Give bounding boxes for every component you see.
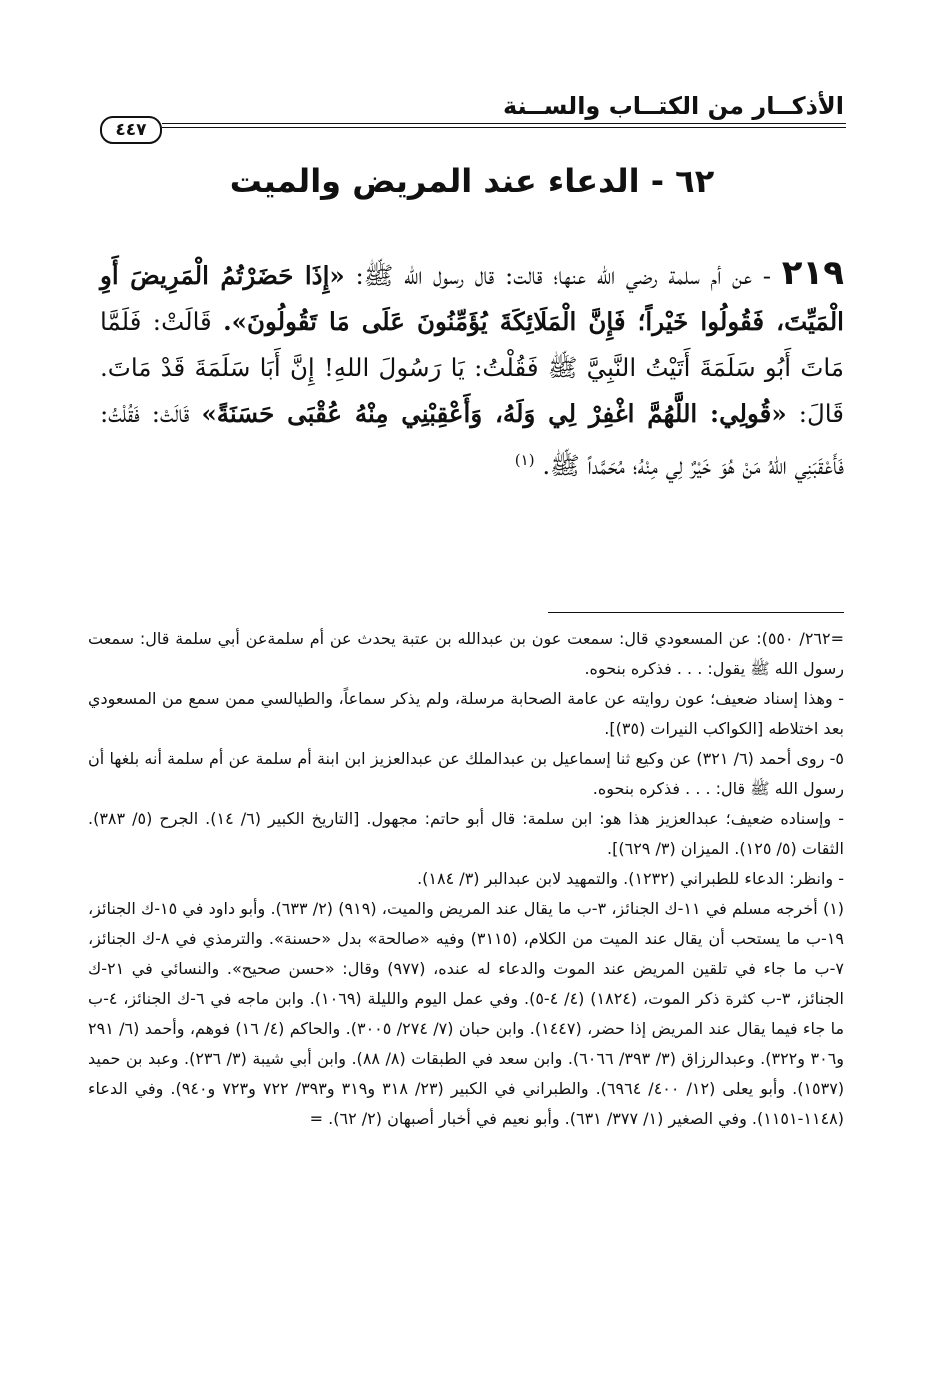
header-rule — [162, 123, 846, 128]
footnote-continued-paragraph: - وانظر: الدعاء للطبراني (١٢٣٢). والتمهيد لابن عبدالبر (٣/ ١٨٤). — [417, 869, 844, 888]
footnote-continued-paragraph: ٥- روى أحمد (٦/ ٣٢١) عن وكيع ثنا إسماعيل بن عبدالملك عن عبدالعزيز ابن ابنة أم سلمة عن أم سلمة أنه بلغها أن رسول الله ﷺ قال: . . . فذكره بنحوه. — [88, 749, 845, 798]
footnote-marker: (١) — [514, 451, 535, 469]
footnote-continued-paragraph: - وإسناده ضعيف؛ عبدالعزيز هذا هو: ابن سلمة: قال أبو حاتم: مجهول. [التاريخ الكبير (٦/ ١٤). الجرح (٥/ ٣٨٣). الثقات (٥/ ١٢٥). الميزان (٣/ ٦٢٩)]. — [88, 809, 844, 858]
hadith-intro: - عن أم سلمة رضي الله عنها؛ قالت: قال رسول الله ﷺ: — [355, 261, 772, 290]
hadith-text — [100, 250, 844, 489]
footnote-continued-paragraph: =٢٦٢/ ٥٥٠): عن المسعودي قال: سمعت عون بن عبدالله بن عتبة يحدث عن أم سلمةعن أبي سلمة قال: سمعت رسول الله ﷺ يقول: . . . فذكره بنحوه. — [88, 629, 844, 678]
footnote-takhrij: (١) أخرجه مسلم في ١١-ك الجنائز، ٣-ب ما يقال عند المريض والميت، (٩١٩) (٢/ ٦٣٣). وأبو داود في ١٥-ك الجنائز، ١٩-ب ما يستحب أن يقال عند الميت من الكلام، (٣١١٥) وفيه «صالحة» بدل «حسنة». والترمذي في ٨-ك الجنائز، ٧-ب ما جاء في تلقين المريض عند الموت والدعاء له عنده، (٩٧٧) وقال: «حسن صحيح». والنسائي في ٢١-ك الجنائز، ٣-ب كثرة ذكر الموت، (١٨٢٤) (٤/ ٤-٥). وفي عمل اليوم والليلة (١٠٦٩). وابن ماجه في ٦-ك الجنائز، ٤-ب ما جاء فيما يقال عند المريض إذا حضر، (١٤٤٧). وابن حبان (٧/ ٢٧٤/ ٣٠٠٥). والحاكم (٤/ ١٦) فوهم، وأحمد (٦/ ٢٩١ و٣٠٦ و٣٢٢). وعبدالرزاق (٣/ ٣٩٣/ ٦٠٦٦). وابن سعد في الطبقات (٨/ ٨٨). وابن أبي شيبة (٣/ ٢٣٦). وعبد بن حميد (١٥٣٧). وأبو يعلى (١٢/ ٤٠٠/ ٦٩٦٤). والطبراني في الكبير (٢٣/ ٣١٨ و٣١٩ و٣٩٣/ ٧٢٢ و٧٢٣ و٩٤٠). وفي الدعاء (١١٤٨-١١٥١). وفي الصغير (١/ ٣٧٧/ ٦٣١). وأبو نعيم في أخبار أصبهان (٢/ ٦٢). = — [88, 899, 845, 1128]
footnotes — [88, 624, 844, 1134]
hadith-narration-first: قَالَتْ: فَلَمَّا مَاتَ أَبُو سَلَمَةَ أَتَيْتُ النَّبِيَّ ﷺ فَقُلْتُ: يَا رَسُولَ اللهِ! إِنَّ أَبَا سَلَمَةَ قَدْ مَاتَ. قَالَ: — [100, 307, 844, 428]
running-header-title: الأذكــار من الكتــاب والســنة — [503, 92, 844, 120]
footnote-separator — [548, 612, 844, 613]
hadith-number: ٢١٩ — [781, 253, 845, 293]
hadith-matn-second: «قُولِي: اللَّهُمَّ اغْفِرْ لِي وَلَهُ، وَأَعْقِبْنِي مِنْهُ عُقْبَى حَسَنَةً» — [201, 399, 787, 428]
chapter-title: ٦٢ - الدعاء عند المريض والميت — [229, 162, 715, 200]
footnote-continued-paragraph: - وهذا إسناد ضعيف؛ عون روايته عن عامة الصحابة مرسلة، ولم يذكر سماعاً، والطيالسي ممن سمع من المسعودي بعد اختلاطه [الكواكب النيرات (٣٥)]. — [88, 689, 844, 738]
hadith-matn-first: «إِذَا حَضَرْتُمُ الْمَرِيضَ أَوِ الْمَيِّتَ، فَقُولُوا خَيْراً؛ فَإِنَّ الْمَلَائِكَةَ يُؤَمِّنُونَ عَلَى مَا تَقُولُونَ». — [100, 261, 844, 336]
page-number: ٤٤٧ — [100, 116, 162, 144]
hadith-narration-second: قَالَتْ: فَقُلْتُ: فَأَعْقَبَنِي اللهُ مَنْ هُوَ خَيْرٌ لِي مِنْهُ؛ مُحَمَّداً ﷺ. — [100, 399, 844, 481]
